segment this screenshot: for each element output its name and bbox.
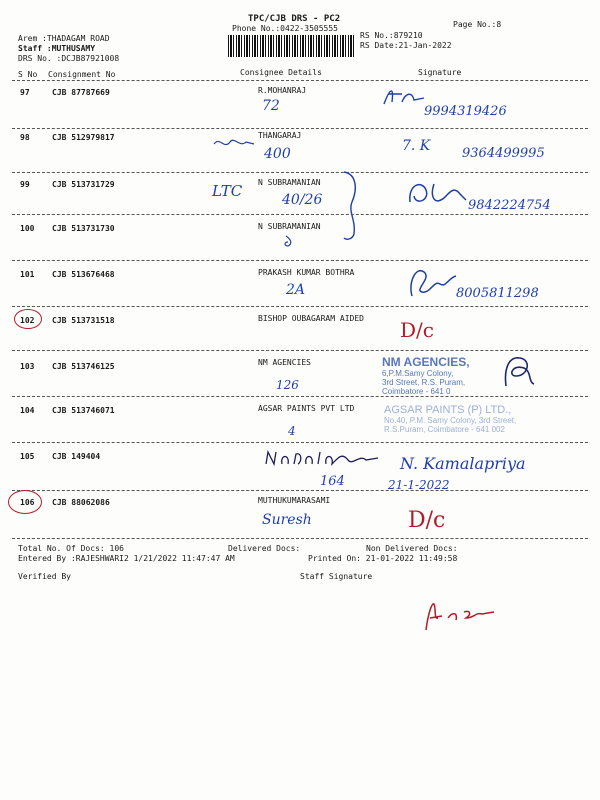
- row-rule: [12, 260, 588, 261]
- area-label: Arem :THADAGAM ROAD: [18, 34, 110, 43]
- row-hand-note: Suresh: [262, 512, 312, 528]
- bracket-mark: [340, 168, 364, 244]
- sheet-title: TPC/CJB DRS - PC2: [248, 14, 341, 24]
- row-hand-note: 4: [288, 424, 296, 438]
- row-consignment: CJB 513746125: [52, 362, 115, 371]
- small-mark: [282, 234, 296, 248]
- row-consignment: CJB 513731518: [52, 316, 115, 325]
- row-rule: [12, 442, 588, 443]
- row-consignment: CJB 513731730: [52, 224, 115, 233]
- row-date: 21-1-2022: [388, 478, 450, 492]
- row-signature-name: N. Kamalapriya: [400, 454, 526, 473]
- row-note: LTC: [212, 182, 243, 200]
- row-sno: 97: [20, 88, 30, 97]
- col-consignment: Consignment No: [48, 70, 116, 79]
- row-phone: 9364499995: [462, 146, 545, 161]
- row-consignment: CJB 513731729: [52, 180, 115, 189]
- printed-on: Printed On: 21-01-2022 11:49:58: [308, 554, 458, 563]
- row-hand-note: 2A: [286, 282, 306, 298]
- drs-number: DRS No. :DCJB87921008: [18, 54, 120, 63]
- row-consignment: CJB 87787669: [52, 88, 110, 97]
- row-rule: [12, 490, 588, 491]
- rs-number: RS No.:879210: [360, 31, 423, 40]
- signature-mark: [498, 350, 538, 392]
- header-rule: [12, 80, 588, 81]
- total-docs: Total No. Of Docs: 106: [18, 544, 124, 553]
- handwritten-name: [262, 446, 382, 470]
- row-consignment: CJB 88062086: [52, 498, 110, 507]
- delivered-docs: Delivered Docs:: [228, 544, 301, 553]
- non-delivered-docs: Non Delivered Docs:: [366, 544, 458, 553]
- row-sno: 100: [20, 224, 35, 233]
- row-consignee: R.MOHANRAJ: [258, 86, 307, 95]
- row-consignee: NM AGENCIES: [258, 358, 311, 367]
- row-consignee: BISHOP OUBAGARAM AIDED: [258, 314, 364, 323]
- entered-by: Entered By :RAJESHWARI2 1/21/2022 11:47:47 AM: [18, 554, 235, 563]
- col-signature: Signature: [418, 68, 462, 77]
- staff-signature-label: Staff Signature: [300, 572, 373, 581]
- row-note: 7. K: [402, 138, 431, 154]
- row-rule: [12, 538, 588, 539]
- staff-signature-mark: [420, 596, 500, 634]
- company-stamp: NM AGENCIES, 6,P.M.Samy Colony, 3rd Street, R.S. Puram, Coimbatore - 641 0: [382, 355, 470, 396]
- row-rule: [12, 214, 588, 215]
- signature-mark: [404, 176, 468, 210]
- row-status: D/c: [408, 508, 446, 533]
- col-consignee: Consignee Details: [240, 68, 322, 77]
- row-hand-note: 72: [262, 98, 280, 114]
- row-sno: 99: [20, 180, 30, 189]
- row-consignee: PRAKASH KUMAR BOTHRA: [258, 268, 355, 277]
- page-number: Page No.:8: [453, 20, 502, 29]
- row-sno: 98: [20, 133, 30, 142]
- row-sno: 102: [20, 316, 35, 325]
- scribble-mark: [212, 132, 256, 154]
- row-sno: 103: [20, 362, 35, 371]
- row-hand-note: 400: [264, 146, 291, 162]
- row-phone: 9842224754: [468, 198, 551, 213]
- row-rule: [12, 128, 588, 129]
- row-rule: [12, 306, 588, 307]
- row-consignment: CJB 513746071: [52, 406, 115, 415]
- row-consignee: N SUBRAMANIAN: [258, 178, 321, 187]
- row-consignee: N SUBRAMANIAN: [258, 222, 321, 231]
- row-consignment: CJB 149404: [52, 452, 101, 461]
- row-status: D/c: [400, 318, 434, 342]
- row-sno: 105: [20, 452, 35, 461]
- col-sno: S No: [18, 70, 38, 79]
- row-sno: 101: [20, 270, 35, 279]
- company-stamp: AGSAR PAINTS (P) LTD., No.40, P.M. Samy Colony, 3rd Street, R.S.Puram, Coimbatore - 641 002: [384, 404, 517, 434]
- row-consignee: THANGARAJ: [258, 131, 302, 140]
- barcode: [228, 35, 356, 57]
- row-consignee: AGSAR PAINTS PVT LTD: [258, 404, 355, 413]
- row-rule: [12, 172, 588, 173]
- row-sno: 106: [20, 498, 35, 507]
- row-rule: [12, 396, 588, 397]
- row-hand-note: 40/26: [282, 192, 323, 208]
- row-consignment: CJB 513676468: [52, 270, 115, 279]
- signature-mark: [380, 84, 430, 110]
- signature-mark: [404, 262, 462, 302]
- rs-date: RS Date:21-Jan-2022: [360, 41, 452, 50]
- phone-number: Phone No.:0422-3505555: [232, 24, 338, 33]
- row-consignee: MUTHUKUMARASAMI: [258, 496, 331, 505]
- row-phone: 8005811298: [456, 286, 539, 301]
- row-hand-note: 126: [276, 378, 299, 392]
- row-sno: 104: [20, 406, 35, 415]
- row-hand-note: 164: [320, 474, 345, 489]
- verified-by: Verified By: [18, 572, 71, 581]
- row-phone: 9994319426: [424, 104, 507, 119]
- row-consignment: CJB 512979817: [52, 133, 115, 142]
- staff-label: Staff :MUTHUSAMY: [18, 44, 96, 53]
